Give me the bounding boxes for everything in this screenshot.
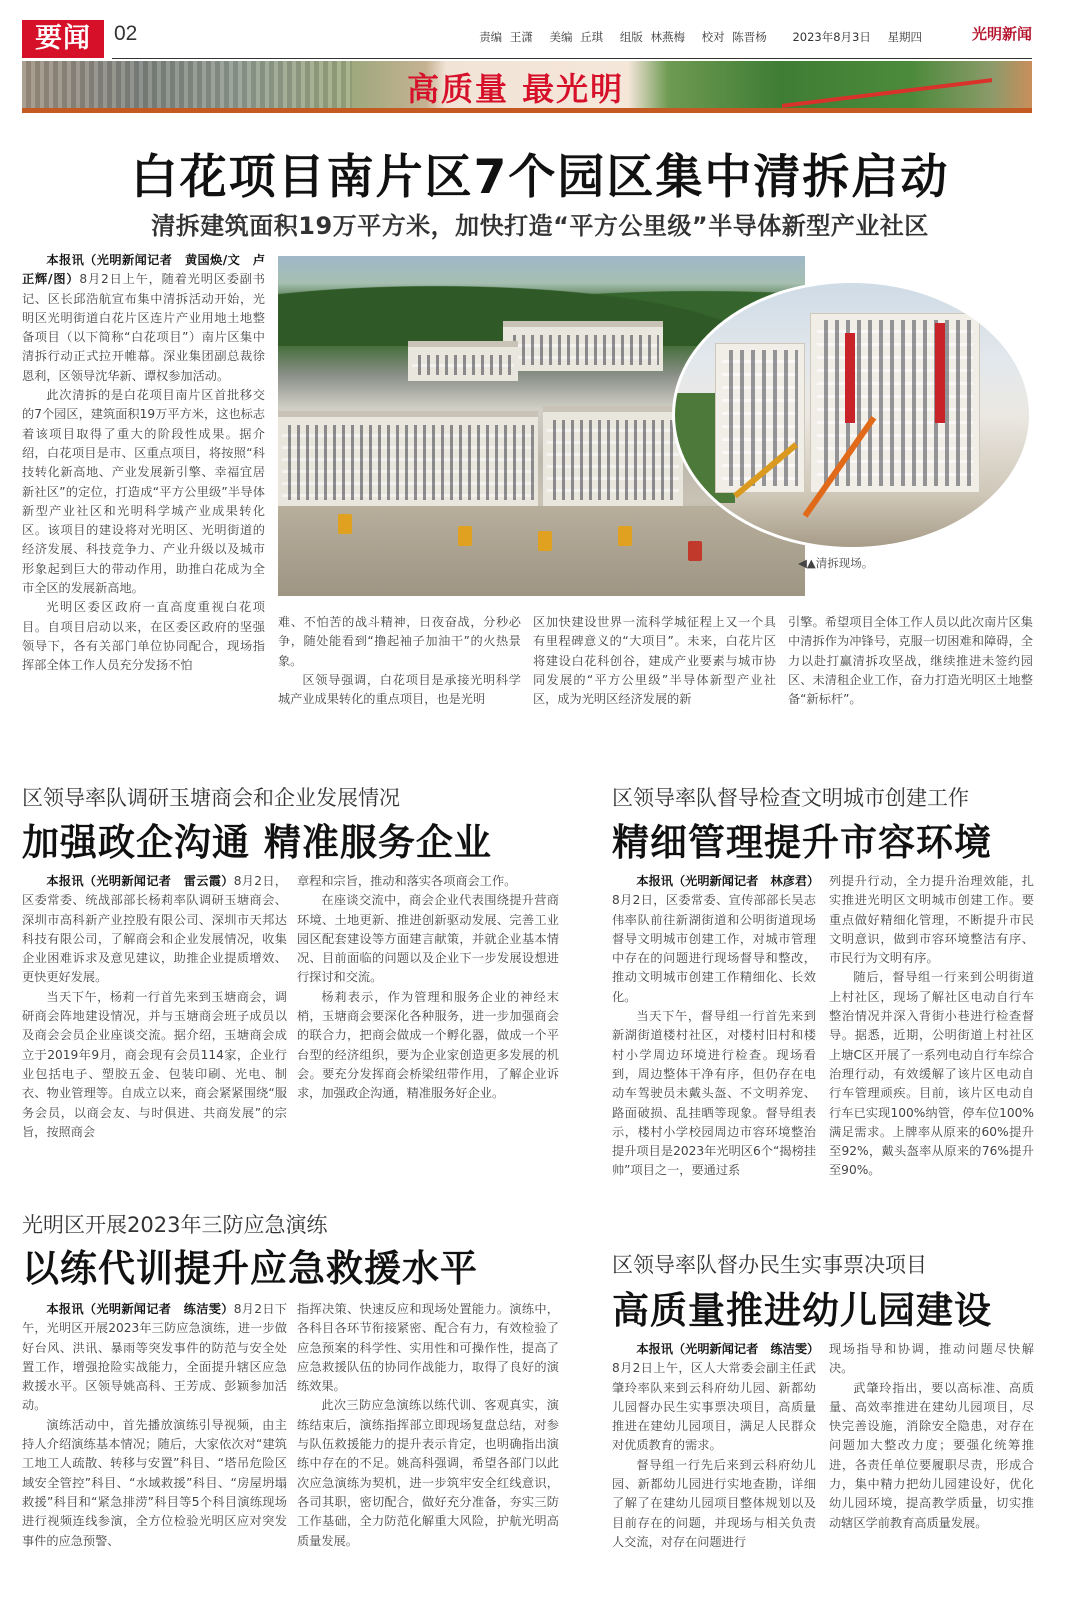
masthead bbox=[22, 20, 1032, 60]
divider bbox=[112, 58, 1032, 59]
story-4-column-1 bbox=[22, 1300, 287, 1551]
paragraph: 8月2日下午，光明区开展2023年三防应急演练，进一步做好台风、洪讯、暴雨等突发事件的防范与安全处置工作，增强抢险实战能力，全面提升辖区应急救援水平。区领导姚高科、王芳成、彭颖参加活动。 bbox=[22, 1302, 287, 1413]
story-3-headline: 精细管理提升市容环境 bbox=[612, 821, 992, 864]
red-bridge-image bbox=[782, 61, 992, 108]
story-2-kicker: 区领导率队调研玉塘商会和企业发展情况 bbox=[22, 786, 400, 810]
credit-role: 校对 bbox=[701, 30, 725, 44]
excavator-icon bbox=[458, 526, 472, 546]
paragraph: 此次清拆的是白花项目南片区首批移交的7个园区，建筑面积19万平方米，这也标志着该项目取得了重大的阶段性成果。据介绍，白花项目是市、区重点项目，将按照“科技转化新高地、产业发展新引擎、幸福宜居新社区”的定位，打造成“平方公里级”半导体新型产业社区和光明科学城产业成果转化区。该项目的建设将对光明区、光明街道的经济发展、科技竞争力、产业升级以及城市形象起到巨大的带动作用，助推白花成为全市全区的发展新高地。 bbox=[22, 388, 265, 596]
story-5-kicker: 区领导率队督办民生实事票决项目 bbox=[612, 1253, 927, 1277]
lead-story-column-4 bbox=[788, 613, 1033, 709]
credit-name: 林燕梅 bbox=[650, 30, 685, 44]
section-tag: 要闻 bbox=[22, 20, 104, 58]
paragraph: 8月2日上午，区人大常委会副主任武肇玲率队来到云科府幼儿园、新都幼儿园督办民生实事票决项目，高质量推进在建幼儿园项目，满足人民群众对优质教育的需求。 bbox=[612, 1361, 816, 1453]
demolition-closeup-photo bbox=[672, 280, 1032, 550]
paragraph: 章程和宗旨，推动和落实各项商会工作。 bbox=[297, 874, 517, 888]
lead-story-column-1 bbox=[22, 251, 265, 676]
excavator-icon bbox=[618, 526, 632, 546]
red-banner bbox=[935, 323, 945, 423]
byline: 本报讯（光明新闻记者 黄国焕/文 卢正辉/图） bbox=[22, 253, 265, 287]
page-number: 02 bbox=[114, 22, 138, 45]
paragraph: 8月2日上午，随着光明区委副书记、区长邱浩航宣布集中清拆活动开始，光明区光明街道白花片区连片产业用地土地整备项目（以下简称“白花项目”）南片区集中清拆行动正式拉开帷幕。深业集团副总裁徐恩利，区领导沈华新、谭权参加活动。 bbox=[22, 272, 265, 383]
byline: 本报讯（光明新闻记者 练洁雯） bbox=[636, 1342, 820, 1356]
paragraph: 此次三防应急演练以练代训、客观真实，演练结束后，演练指挥部立即现场复盘总结，对参与队伍救援能力的提升表示肯定，也明确指出演练中存在的不足。姚高科强调，希望各部门以此次应急演练为契机，进一步筑牢安全红线意识，各司其职，密切配合，做好充分准备，夯实三防工作基础，全力防范化解重大风险，护航光明高质量发展。 bbox=[297, 1398, 559, 1548]
paragraph: 随后，督导组一行来到公明街道上村社区，现场了解社区电动自行车整治情况并深入背街小巷进行检查督导。据悉，近期，公明街道上村社区上塘C区开展了一系列电动自行车综合治理行动，有效缓解了该片区电动自行车管理顽疾。目前，该片区电动自行车已实现100%纳管，停车位100%满足需求。上牌率从原来的60%提升至92%，戴头盔率从原来的76%提升至90%。 bbox=[829, 970, 1034, 1178]
ground bbox=[278, 506, 805, 596]
story-4-headline: 以练代训提升应急救援水平 bbox=[22, 1247, 478, 1290]
paragraph: 区领导强调，白花项目是承接光明科学城产业成果转化的重点项目，也是光明 bbox=[278, 672, 521, 707]
issue-date: 2023年8月3日 bbox=[792, 30, 871, 44]
story-2-column-2 bbox=[297, 872, 559, 1104]
story-2-column-1 bbox=[22, 872, 287, 1142]
paragraph: 难、不怕苦的战斗精神，日夜奋战，分秒必争，随处能看到“撸起袖子加油干”的火热景象。 bbox=[278, 615, 521, 668]
story-5-column-1 bbox=[612, 1340, 820, 1552]
credit-role: 责编 bbox=[479, 30, 503, 44]
credit-name: 王潇 bbox=[509, 30, 533, 44]
excavator-icon bbox=[688, 541, 702, 561]
paragraph: 武肇玲指出，要以高标准、高质量、高效率推进在建幼儿园项目，尽快完善设施，消除安全隐患，对存在问题加大整改力度；要强化统筹推进，各责任单位要履职尽责，形成合力，集中精力把幼儿园建设好，优化幼儿园环境，提高教学质量，切实推动辖区学前教育高质量发展。 bbox=[829, 1380, 1034, 1530]
paragraph: 在座谈交流中，商会企业代表围绕提升营商环境、土地更新、推进创新驱动发展、完善工业园区配套建设等方面建言献策，并就企业基本情况、目前面临的问题以及企业下一步发展设想进行探讨和交流。 bbox=[297, 893, 559, 985]
excavator-icon bbox=[338, 514, 352, 534]
banner-bar bbox=[22, 108, 1032, 113]
paragraph: 8月2日，区委常委、宣传部部长吴志伟率队前往新湖街道和公明街道现场督导文明城市创建工作，对城市管理中存在的问题进行现场督导和整改，推动文明城市创建工作精细化、长效化。 bbox=[612, 893, 816, 1004]
paragraph: 现场指导和协调，推动问题尽快解决。 bbox=[829, 1342, 1034, 1376]
paragraph: 区加快建设世界一流科学城征程上又一个具有里程碑意义的“大项目”。未来，白花片区将建设白花科创谷，建成产业要素与城市协同发展的“平方公里级”半导体新型产业社区，成为光明区经济发展的新 bbox=[533, 615, 776, 707]
editor-credits bbox=[466, 29, 922, 45]
brand-logo: 光明新闻 bbox=[971, 25, 1032, 43]
story-3-column-1 bbox=[612, 872, 820, 1181]
story-4-column-2 bbox=[297, 1300, 559, 1551]
paragraph: 当天下午，杨莉一行首先来到玉塘商会，调研商会阵地建设情况，并与玉塘商会班子成员以及商会会员企业座谈交流。据介绍，玉塘商会成立于2019年9月，商会现有会员114家，企业行业包括电子、塑胶五金、包装印刷、光电、制衣、物业管理等。自成立以来，商会紧紧围绕“服务会员，以商会友、与时俱进、共商发展”的宗旨，按照商会 bbox=[22, 989, 287, 1139]
paragraph: 引擎。希望项目全体工作人员以此次南片区集中清拆作为冲锋号，克服一切困难和障碍，全力以赴打赢清拆攻坚战，继续推进未签约园区、未清租企业工作，奋力打造光明区土地整备“新标杆”。 bbox=[788, 615, 1033, 707]
paragraph: 指挥决策、快速反应和现场处置能力。演练中，各科目各环节衔接紧密、配合有力，有效检验了应急预案的科学性、实用性和可操作性，提高了应急救援队伍的协同作战能力，取得了良好的演练效果。 bbox=[297, 1302, 559, 1394]
lead-story-column-2 bbox=[278, 613, 521, 709]
lead-subheadline: 清拆建筑面积19万平方米，加快打造“平方公里级”半导体新型产业社区 bbox=[151, 212, 929, 240]
credit-role: 美编 bbox=[549, 30, 573, 44]
credit-name: 丘琪 bbox=[580, 30, 604, 44]
byline: 本报讯（光明新闻记者 林彦君） bbox=[636, 874, 820, 888]
story-3-column-2 bbox=[829, 872, 1034, 1181]
credit-name: 陈晋杨 bbox=[732, 30, 767, 44]
paragraph: 督导组一行先后来到云科府幼儿园、新都幼儿园进行实地查勘，详细了解了在建幼儿园项目整体规划以及目前存在的问题，并现场与相关负责人交流，对存在问题进行 bbox=[612, 1457, 816, 1549]
paragraph: 8月2日，区委常委、统战部部长杨莉率队调研玉塘商会、深圳市高科新产业控股有限公司、深圳市天邦达科技有限公司，了解商会和企业发展情况，收集企业困难诉求及意见建议，助推企业提质增效、更快更好发展。 bbox=[22, 874, 287, 985]
excavator-icon bbox=[538, 531, 552, 551]
issue-weekday: 星期四 bbox=[887, 30, 922, 44]
banner-slogan: 高质量 最光明 bbox=[407, 70, 625, 108]
lead-story-column-3 bbox=[533, 613, 776, 709]
paragraph: 杨莉表示，作为管理和服务企业的神经末梢，玉塘商会要深化各种服务，进一步加强商会的联合力，把商会做成一个孵化器，做成一个平台型的经济组织，要为企业家创造更多发展的机会。要充分发挥商会桥梁纽带作用，了解企业诉求，加强政企沟通，精准服务好企业。 bbox=[297, 989, 559, 1101]
byline: 本报讯（光明新闻记者 练洁雯） bbox=[46, 1302, 234, 1316]
paragraph: 演练活动中，首先播放演练引导视频，由主持人介绍演练基本情况；随后，大家依次对“建筑工地工人疏散、转移与安置”科目、“塔吊危险区域安全管控”科目、“水域救援”科目、“房屋坍塌救援”科目和“紧急排涝”科目等5个科目演练现场进行视频连线参演，全方位检验光明区应对突发事件的应急预警、 bbox=[22, 1417, 287, 1548]
byline: 本报讯（光明新闻记者 雷云霞） bbox=[46, 874, 234, 888]
red-banner bbox=[845, 333, 855, 423]
city-skyline-image bbox=[22, 61, 352, 113]
credit-role: 组版 bbox=[619, 30, 643, 44]
paragraph: 当天下午，督导组一行首先来到新湖街道楼村社区，对楼村旧村和楼村小学周边环境进行检查。现场看到，周边整体干净有序，但仍存在电动车驾驶员未戴头盔、不文明养宠、路面破损、乱挂晒等现象。督导组表示，楼村小学校园周边市容环境整治提升项目是2023年光明区6个“揭榜挂帅”项目之一，要通过系 bbox=[612, 1009, 816, 1178]
paragraph: 光明区委区政府一直高度重视白花项目。自项目启动以来，在区委区政府的坚强领导下，各有关部门单位协同配合，现场指挥部全体工作人员充分发扬不怕 bbox=[22, 600, 265, 673]
paragraph: 列提升行动，全力提升治理效能，扎实推进光明区文明城市创建工作。要重点做好精细化管理，不断提升市民文明意识，做到市容环境整洁有序、市民行为文明有序。 bbox=[829, 874, 1034, 966]
lead-headline: 白花项目南片区7个园区集中清拆启动 bbox=[130, 150, 950, 205]
photo-caption: ◀▲清拆现场。 bbox=[798, 556, 874, 570]
story-2-headline: 加强政企沟通 精准服务企业 bbox=[22, 821, 492, 864]
story-5-column-2 bbox=[829, 1340, 1034, 1533]
story-5-headline: 高质量推进幼儿园建设 bbox=[612, 1289, 992, 1332]
story-3-kicker: 区领导率队督导检查文明城市创建工作 bbox=[612, 786, 969, 810]
story-4-kicker: 光明区开展2023年三防应急演练 bbox=[22, 1213, 328, 1237]
banner-image bbox=[22, 61, 1032, 113]
